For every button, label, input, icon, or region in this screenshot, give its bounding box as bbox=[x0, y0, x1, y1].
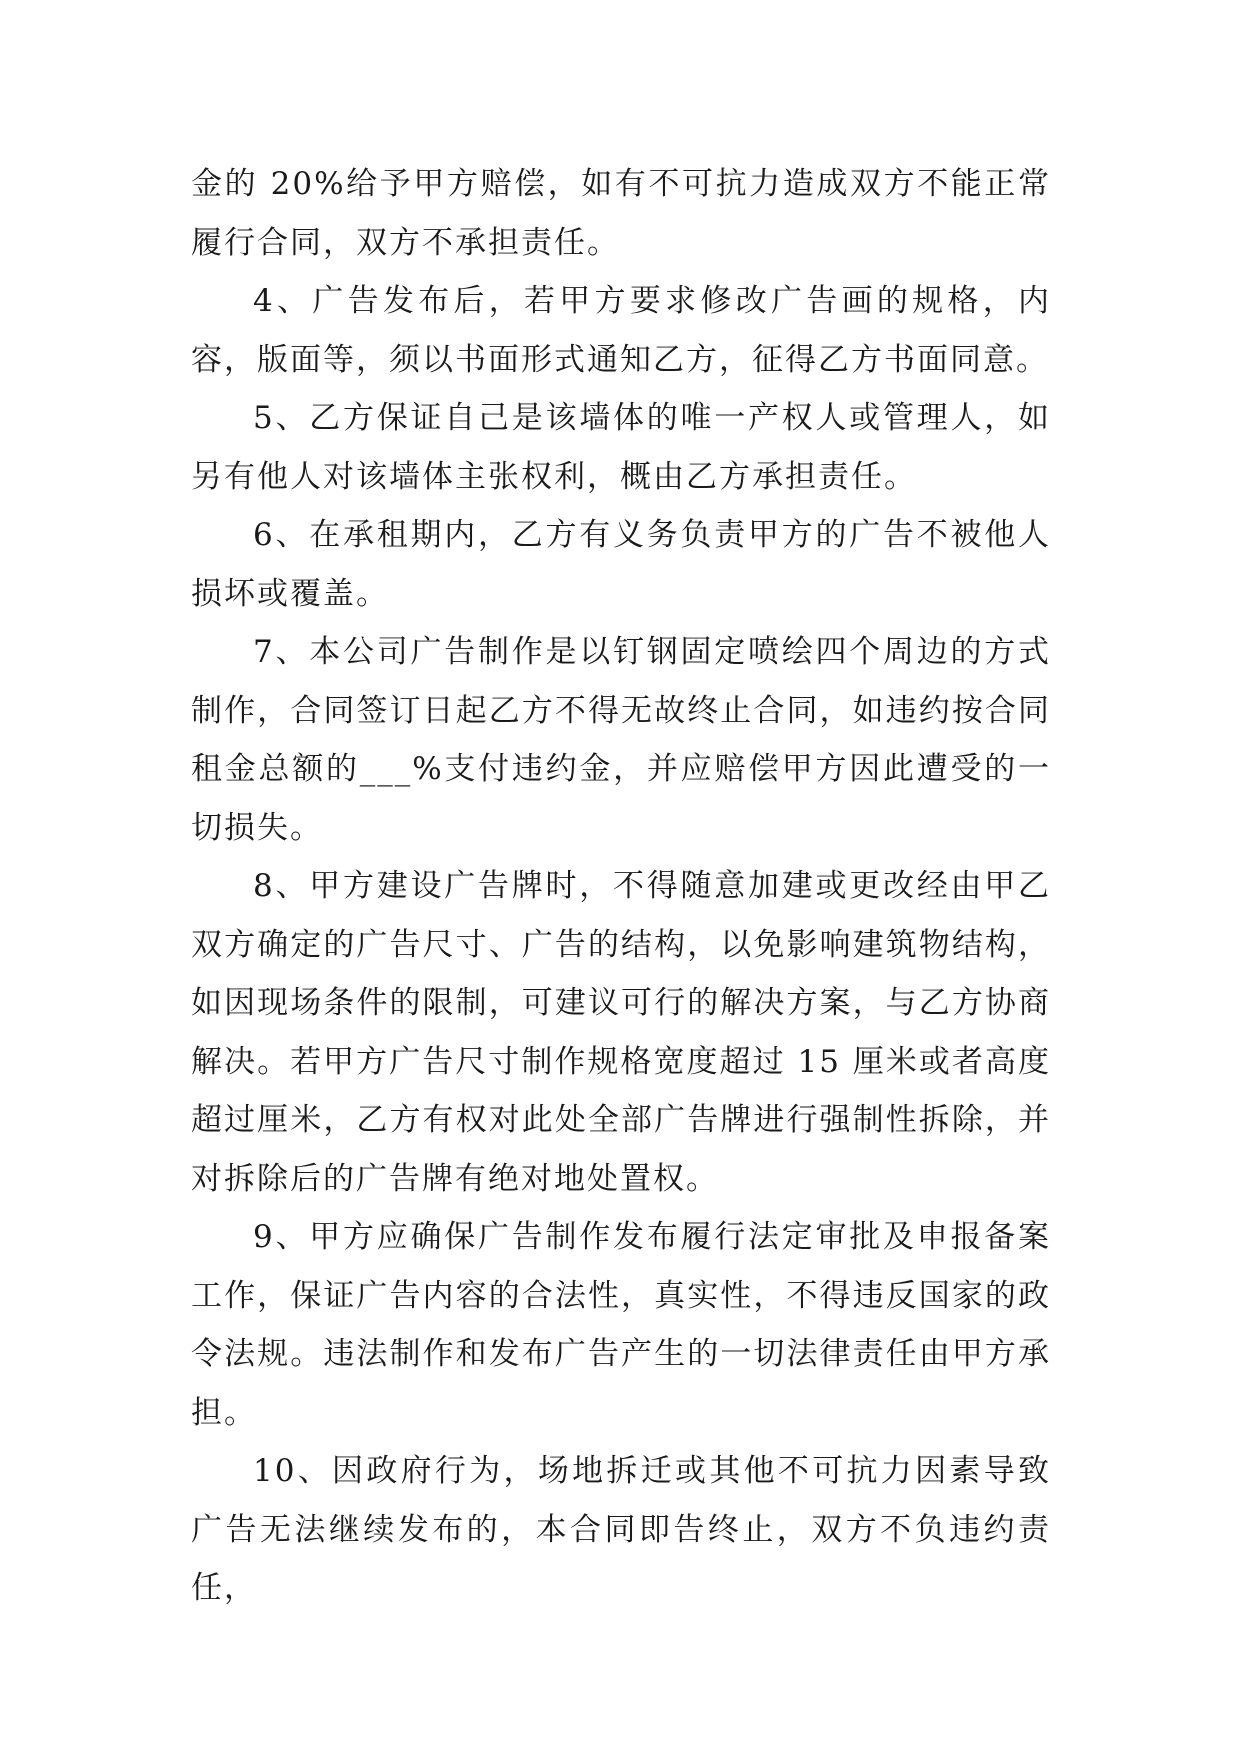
document-body bbox=[191, 155, 1051, 1618]
clause-7: 7、本公司广告制作是以钉钢固定喷绘四个周边的方式制作，合同签订日起乙方不得无故终止合同，如违约按合同租金总额的___%支付违约金，并应赔偿甲方因此遭受的一切损失。 bbox=[191, 634, 1051, 846]
clause-5: 5、乙方保证自己是该墙体的唯一产权人或管理人，如另有他人对该墙体主张权利，概由乙方承担责任。 bbox=[191, 400, 1051, 495]
paragraph-continuation: 金的 20%给予甲方赔偿，如有不可抗力造成双方不能正常履行合同，双方不承担责任。 bbox=[191, 166, 1051, 261]
clause-6: 6、在承租期内，乙方有义务负责甲方的广告不被他人损坏或覆盖。 bbox=[191, 517, 1051, 612]
clause-4: 4、广告发布后，若甲方要求修改广告画的规格，内容，版面等，须以书面形式通知乙方，征得乙方书面同意。 bbox=[191, 283, 1051, 378]
clause-9: 9、甲方应确保广告制作发布履行法定审批及申报备案工作，保证广告内容的合法性，真实性，不得违反国家的政令法规。违法制作和发布广告产生的一切法律责任由甲方承担。 bbox=[191, 1219, 1051, 1431]
clause-10: 10、因政府行为，场地拆迁或其他不可抗力因素导致广告无法继续发布的，本合同即告终止，双方不负违约责任， bbox=[191, 1453, 1051, 1606]
clause-8: 8、甲方建设广告牌时，不得随意加建或更改经由甲乙双方确定的广告尺寸、广告的结构，以免影响建筑物结构，如因现场条件的限制，可建议可行的解决方案，与乙方协商解决。若甲方广告尺寸制作规格宽度超过 15 厘米或者高度超过厘米，乙方有权对此处全部广告牌进行强制性拆除，并对拆除后的广告牌有绝对地处置权。 bbox=[191, 868, 1051, 1197]
